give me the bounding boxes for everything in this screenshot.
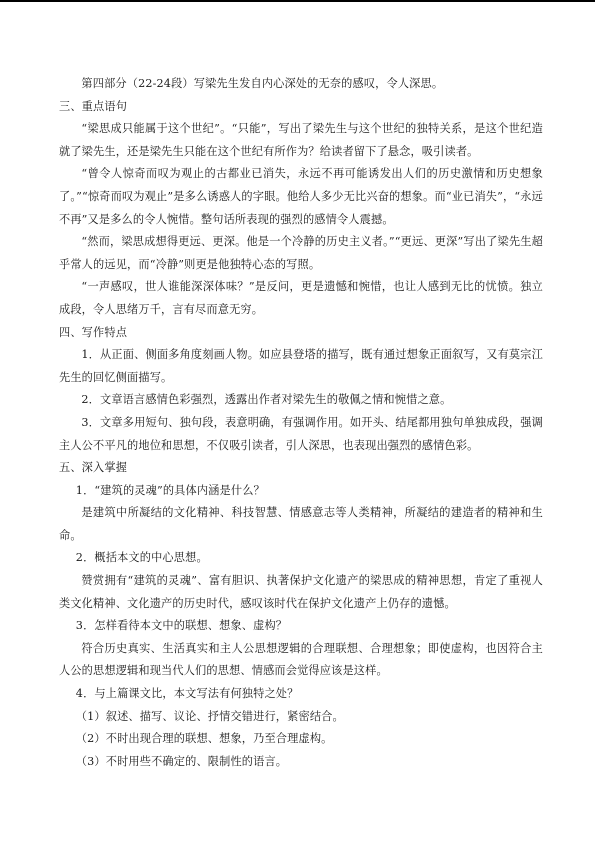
question-4: 4．与上篇课文比，本文写法有何独特之处？ <box>75 687 299 701</box>
section-heading-writing-features: 四、写作特点 <box>59 325 128 339</box>
key-sentence-paragraph: “然而，梁思成想得更远、更深。他是一个冷静的历史主义者。”“更远、更深”写出了梁先生超乎常人的远见，而“冷静”则更是他独特心态的写照。 <box>59 235 543 271</box>
writing-feature-paragraph: 3．文章多用短句、独句段，表意明确，有强调作用。如开头、结尾都用独句单独成段，强调主人公不平凡的地位和思想，不仅吸引读者，引人深思，也表现出强烈的感情色彩。 <box>59 415 543 452</box>
question-3: 3．怎样看待本文中的联想、想象、虚构？ <box>75 619 288 633</box>
answer-2: 赞赏拥有“建筑的灵魂”、富有胆识、执著保护文化遗产的梁思成的精神思想，肯定了重视人类文化精神、文化遗产的历史时代，感叹该时代在保护文化遗产上仍存的遗憾。 <box>59 574 543 610</box>
answer-1: 是建筑中所凝结的文化精神、科技智慧、情感意志等人类精神，所凝结的建造者的精神和生命。 <box>59 506 543 542</box>
answer-3: 符合历史真实、生活真实和主人公思想逻辑的合理联想、合理想象；即使虚构，也因符合主人公的思想逻辑和现当代人们的思想、情感而会觉得应该是这样。 <box>59 641 543 678</box>
answer-4-item: （2）不时出现合理的联想、想象，乃至合理虚构。 <box>75 732 333 746</box>
question-1: 1．“建筑的灵魂”的具体内涵是什么？ <box>75 483 265 497</box>
document-body <box>59 73 543 773</box>
page-top-rule <box>0 0 595 2</box>
section-heading-key-sentences: 三、重点语句 <box>59 99 128 113</box>
question-2: 2．概括本文的中心思想。 <box>75 551 208 565</box>
key-sentence-paragraph: “曾令人惊奇而叹为观止的古都业已消失，永远不再可能诱发出人们的历史激情和历史想象了。”“惊奇而叹为观止”是多么诱惑人的字眼。他给人多少无比兴奋的想象。而“业已消失”，“永远不再”又是多么的令人惋惜。整句话所表现的强烈的感情令人震撼。 <box>59 167 543 226</box>
writing-feature-paragraph: 2．文章语言感情色彩强烈，透露出作者对梁先生的敬佩之情和惋惜之意。 <box>81 393 452 407</box>
section-heading-deep-mastery: 五、深入掌握 <box>59 461 128 475</box>
writing-feature-paragraph: 1．从正面、侧面多角度刻画人物。如应县登塔的描写，既有通过想象正面叙写，又有莫宗江先生的回忆侧面描写。 <box>59 348 543 384</box>
key-sentence-paragraph: “梁思成只能属于这个世纪”。“只能”，写出了梁先生与这个世纪的独特关系，是这个世纪造就了梁先生，还是梁先生只能在这个世纪有所作为？给读者留下了悬念，吸引读者。 <box>59 122 543 158</box>
answer-4-item: （3）不时用些不确定的、限制性的语言。 <box>75 754 288 768</box>
key-sentence-paragraph: “一声感叹，世人谁能深深体味？”是反问，更是遗憾和惋惜，也让人感到无比的忧愤。独立成段，令人思绪万千，言有尽而意无穷。 <box>59 280 543 316</box>
intro-paragraph: 第四部分（22-24段）写梁先生发自内心深处的无奈的感叹，令人深思。 <box>81 77 444 90</box>
answer-4-item: （1）叙述、描写、议论、抒情交错进行，紧密结合。 <box>75 709 344 723</box>
